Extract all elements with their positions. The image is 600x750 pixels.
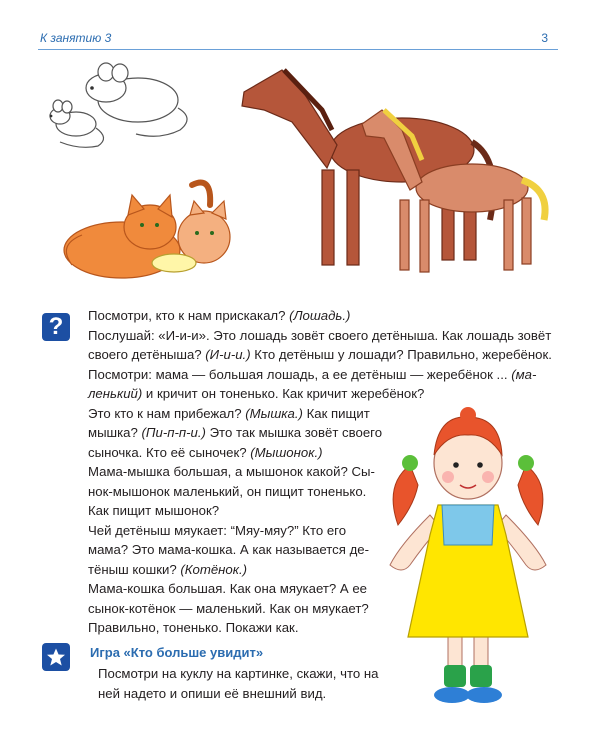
game-title: Игра «Кто больше увидит» [90, 645, 264, 660]
mouse-family-icon [40, 58, 200, 158]
line-text: Посмотри, кто к нам прискакал? [88, 308, 290, 323]
paragraph-line [88, 365, 588, 385]
line-text: мышка? [88, 425, 142, 440]
paragraph-line [88, 384, 588, 404]
line-text: Послушай: «И-и-и». Это лошадь зовёт своего детёныша. Как лошадь зовёт [88, 327, 552, 343]
line-text: Мама-мышка большая, а мышонок какой? Сы- [88, 464, 375, 479]
game-text-line: ней надето и опиши её внешний вид. [98, 685, 327, 701]
line-text: Посмотри: мама — большая лошадь, а ее детёныш — жеребёнок ... [88, 366, 512, 382]
line-text: мама? Это мама-кошка. А как называется де- [88, 542, 369, 557]
line-text: Кто детёныш у лошади? Правильно, жеребёнок. [250, 347, 552, 362]
answer-hint: (Мышка.) [245, 405, 303, 421]
line-text: нок-мышонок маленький, он пищит тоненько. [88, 483, 367, 499]
paragraph-line [88, 560, 378, 580]
paragraph-line [88, 423, 383, 443]
cat-kitten-icon [62, 175, 252, 285]
paragraph-line [88, 462, 378, 482]
line-text: своего детёныша? [88, 347, 206, 362]
star-glyph [46, 647, 66, 667]
paragraph-line [88, 443, 378, 463]
game-text-line: Посмотри на куклу на картинке, скажи, что на [98, 666, 379, 681]
page-header [0, 0, 600, 50]
paragraph-line [88, 482, 378, 502]
page-number: 3 [541, 31, 548, 45]
line-text: Это кто к нам прибежал? [88, 405, 246, 421]
answer-hint: (Лошадь.) [289, 308, 351, 323]
line-text: Чей детёныш мяукает: “Мяу-мяу?” Кто его [88, 522, 347, 538]
question-mark-icon [42, 313, 70, 341]
line-text: и кричит он тоненько. Как кричит жеребёнок? [142, 386, 425, 401]
game-instructions [98, 664, 388, 703]
answer-hint: (Котёнок.) [180, 561, 248, 577]
question-paragraph-continued [88, 404, 383, 638]
paragraph-line [88, 521, 378, 541]
paragraph-line [88, 345, 588, 365]
line-text: Правильно, тоненько. Покажи как. [88, 620, 299, 635]
line-text: сыночка. Кто её сыночек? [88, 444, 251, 460]
paragraph-line [88, 618, 378, 638]
question-paragraph [88, 306, 588, 404]
paragraph-line [88, 501, 378, 521]
answer-hint: (ма- [511, 366, 537, 382]
line-text: Как пищит мышонок? [88, 503, 220, 518]
paragraph-line [88, 579, 378, 599]
answer-hint: ленький) [88, 386, 143, 401]
paragraph-line [88, 306, 588, 326]
paragraph-line [88, 326, 588, 346]
horse-foal-icon [232, 50, 562, 285]
line-text: тёныш кошки? [88, 561, 181, 577]
answer-hint: (Пи-п-п-и.) [141, 425, 206, 440]
star-icon [42, 643, 70, 671]
paragraph-line [88, 540, 378, 560]
line-text: сынок-котёнок — маленький. Как он мяукает? [88, 600, 369, 616]
answer-hint: (Мышонок.) [250, 444, 323, 460]
line-text: Как пищит [302, 405, 370, 421]
paragraph-line [88, 404, 378, 424]
section-title: К занятию 3 [40, 31, 112, 45]
answer-hint: (И-и-и.) [205, 347, 251, 362]
line-text: Это так мышка зовёт своего [205, 425, 383, 440]
paragraph-line [88, 599, 378, 619]
line-text: Мама-кошка большая. Как она мяукает? А ее [88, 581, 368, 596]
question-glyph: ? [48, 313, 64, 340]
doll-icon [388, 405, 548, 710]
